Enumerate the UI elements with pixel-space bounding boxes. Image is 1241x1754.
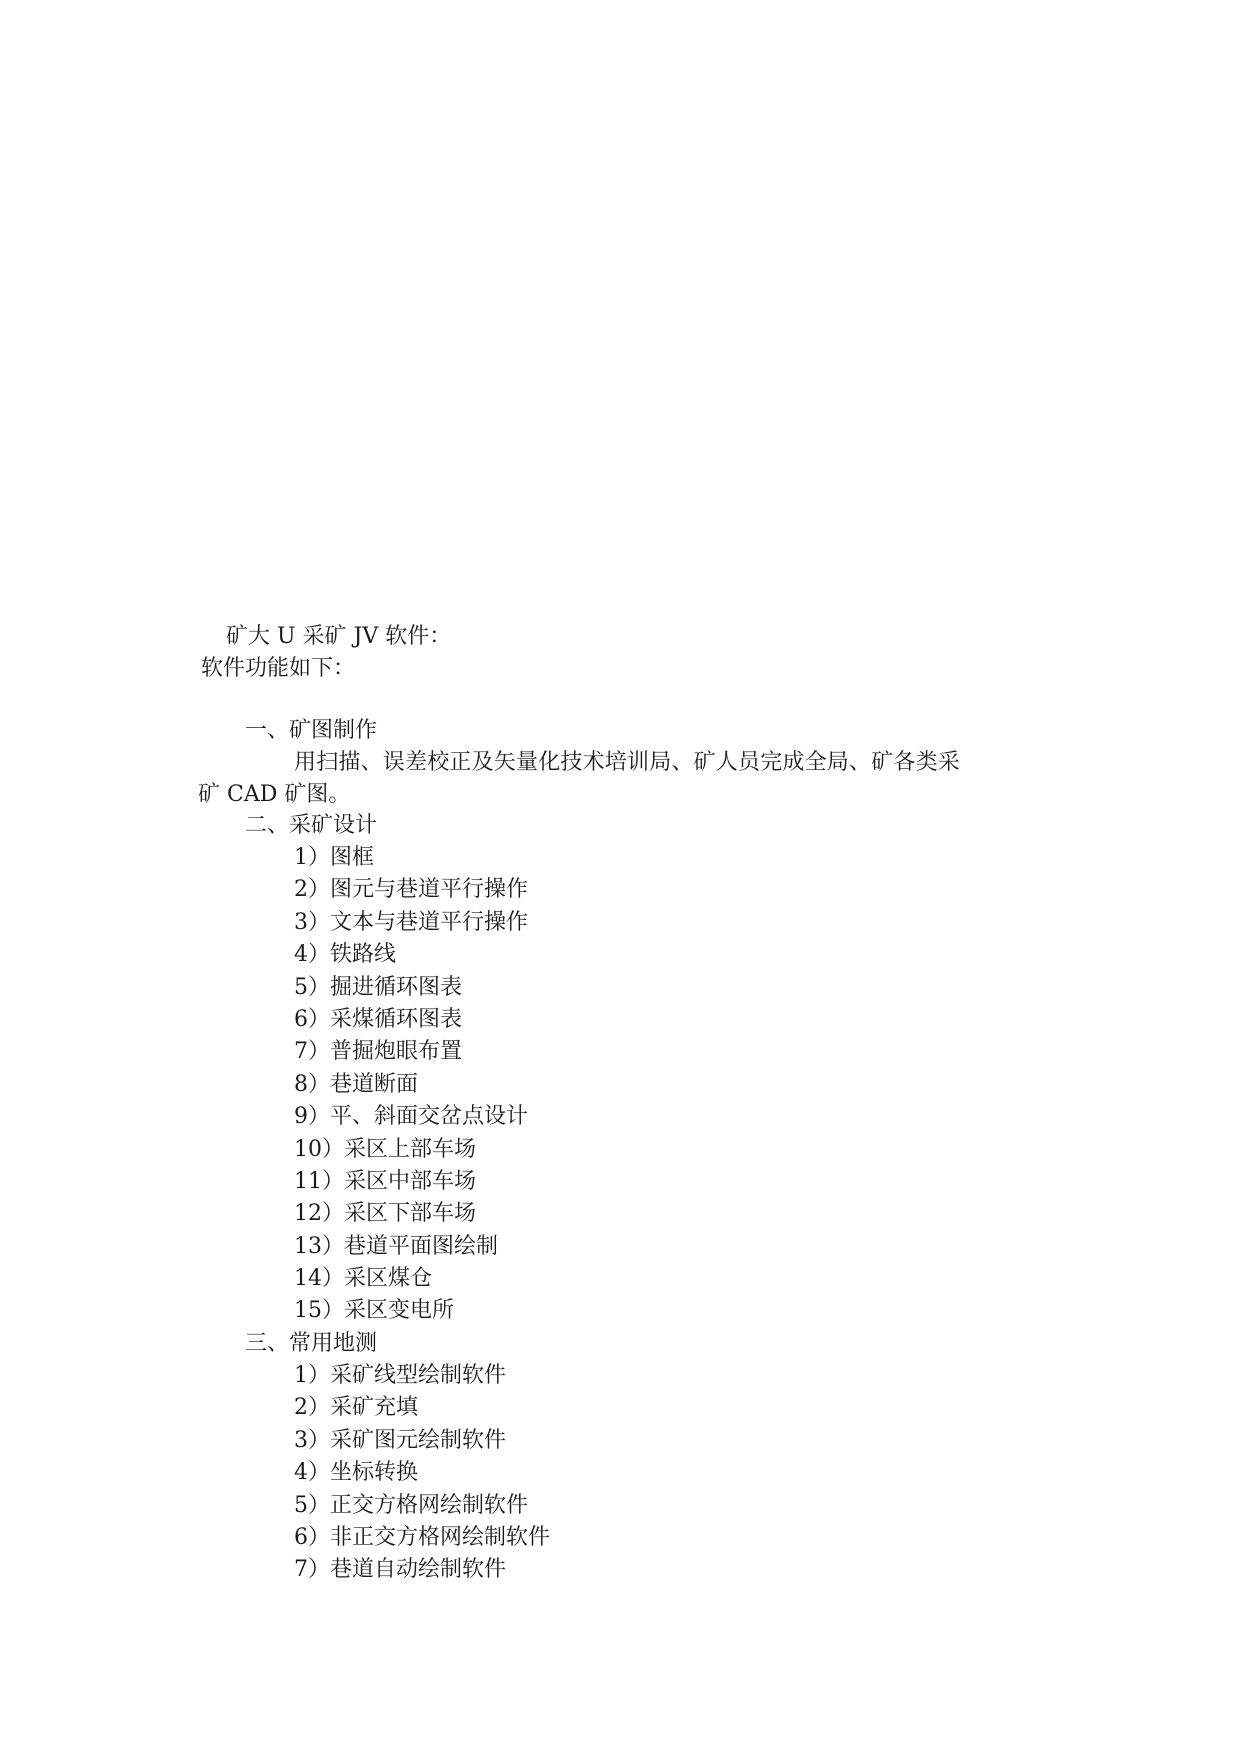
list-item: 4）坐标转换 xyxy=(294,1460,418,1486)
section-heading-map-making: 一、矿图制作 xyxy=(245,718,378,743)
document-subtitle: 软件功能如下： xyxy=(201,656,356,681)
list-item: 11）采区中部车场 xyxy=(294,1168,476,1194)
list-item: 15）采区变电所 xyxy=(294,1298,454,1324)
list-item: 7）普掘炮眼布置 xyxy=(294,1039,462,1065)
list-item: 12）采区下部车场 xyxy=(294,1201,476,1227)
section-heading-mining-design: 二、采矿设计 xyxy=(245,813,378,838)
list-item: 10）采区上部车场 xyxy=(294,1136,476,1162)
list-item: 7）巷道自动绘制软件 xyxy=(294,1557,506,1583)
list-item: 8）巷道断面 xyxy=(294,1071,418,1097)
list-item: 6）采煤循环图表 xyxy=(294,1006,462,1032)
list-item: 3）采矿图元绘制软件 xyxy=(294,1427,506,1453)
section-heading-common-survey: 三、常用地测 xyxy=(245,1331,378,1356)
list-item: 4）铁路线 xyxy=(294,942,396,968)
list-item: 6）非正交方格网绘制软件 xyxy=(294,1524,550,1550)
list-item: 9）平、斜面交岔点设计 xyxy=(294,1104,528,1130)
section-paragraph-line: 矿 CAD 矿图。 xyxy=(198,782,351,807)
list-item: 2）采矿充填 xyxy=(294,1395,418,1421)
list-item: 5）正交方格网绘制软件 xyxy=(294,1492,528,1518)
list-item: 14）采区煤仓 xyxy=(294,1266,432,1292)
common-survey-list xyxy=(294,1363,550,1590)
list-item: 2）图元与巷道平行操作 xyxy=(294,877,528,903)
list-item: 1）采矿线型绘制软件 xyxy=(294,1363,506,1388)
list-item: 1）图框 xyxy=(294,845,374,870)
section-paragraph-line: 用扫描、误差校正及矢量化技术培训局、矿人员完成全局、矿各类采 xyxy=(294,750,961,775)
mining-design-list xyxy=(294,845,528,1331)
list-item: 5）掘进循环图表 xyxy=(294,974,462,1000)
document-title: 矿大 U 采矿 JV 软件： xyxy=(226,624,452,649)
list-item: 3）文本与巷道平行操作 xyxy=(294,909,528,935)
list-item: 13）巷道平面图绘制 xyxy=(294,1233,498,1259)
